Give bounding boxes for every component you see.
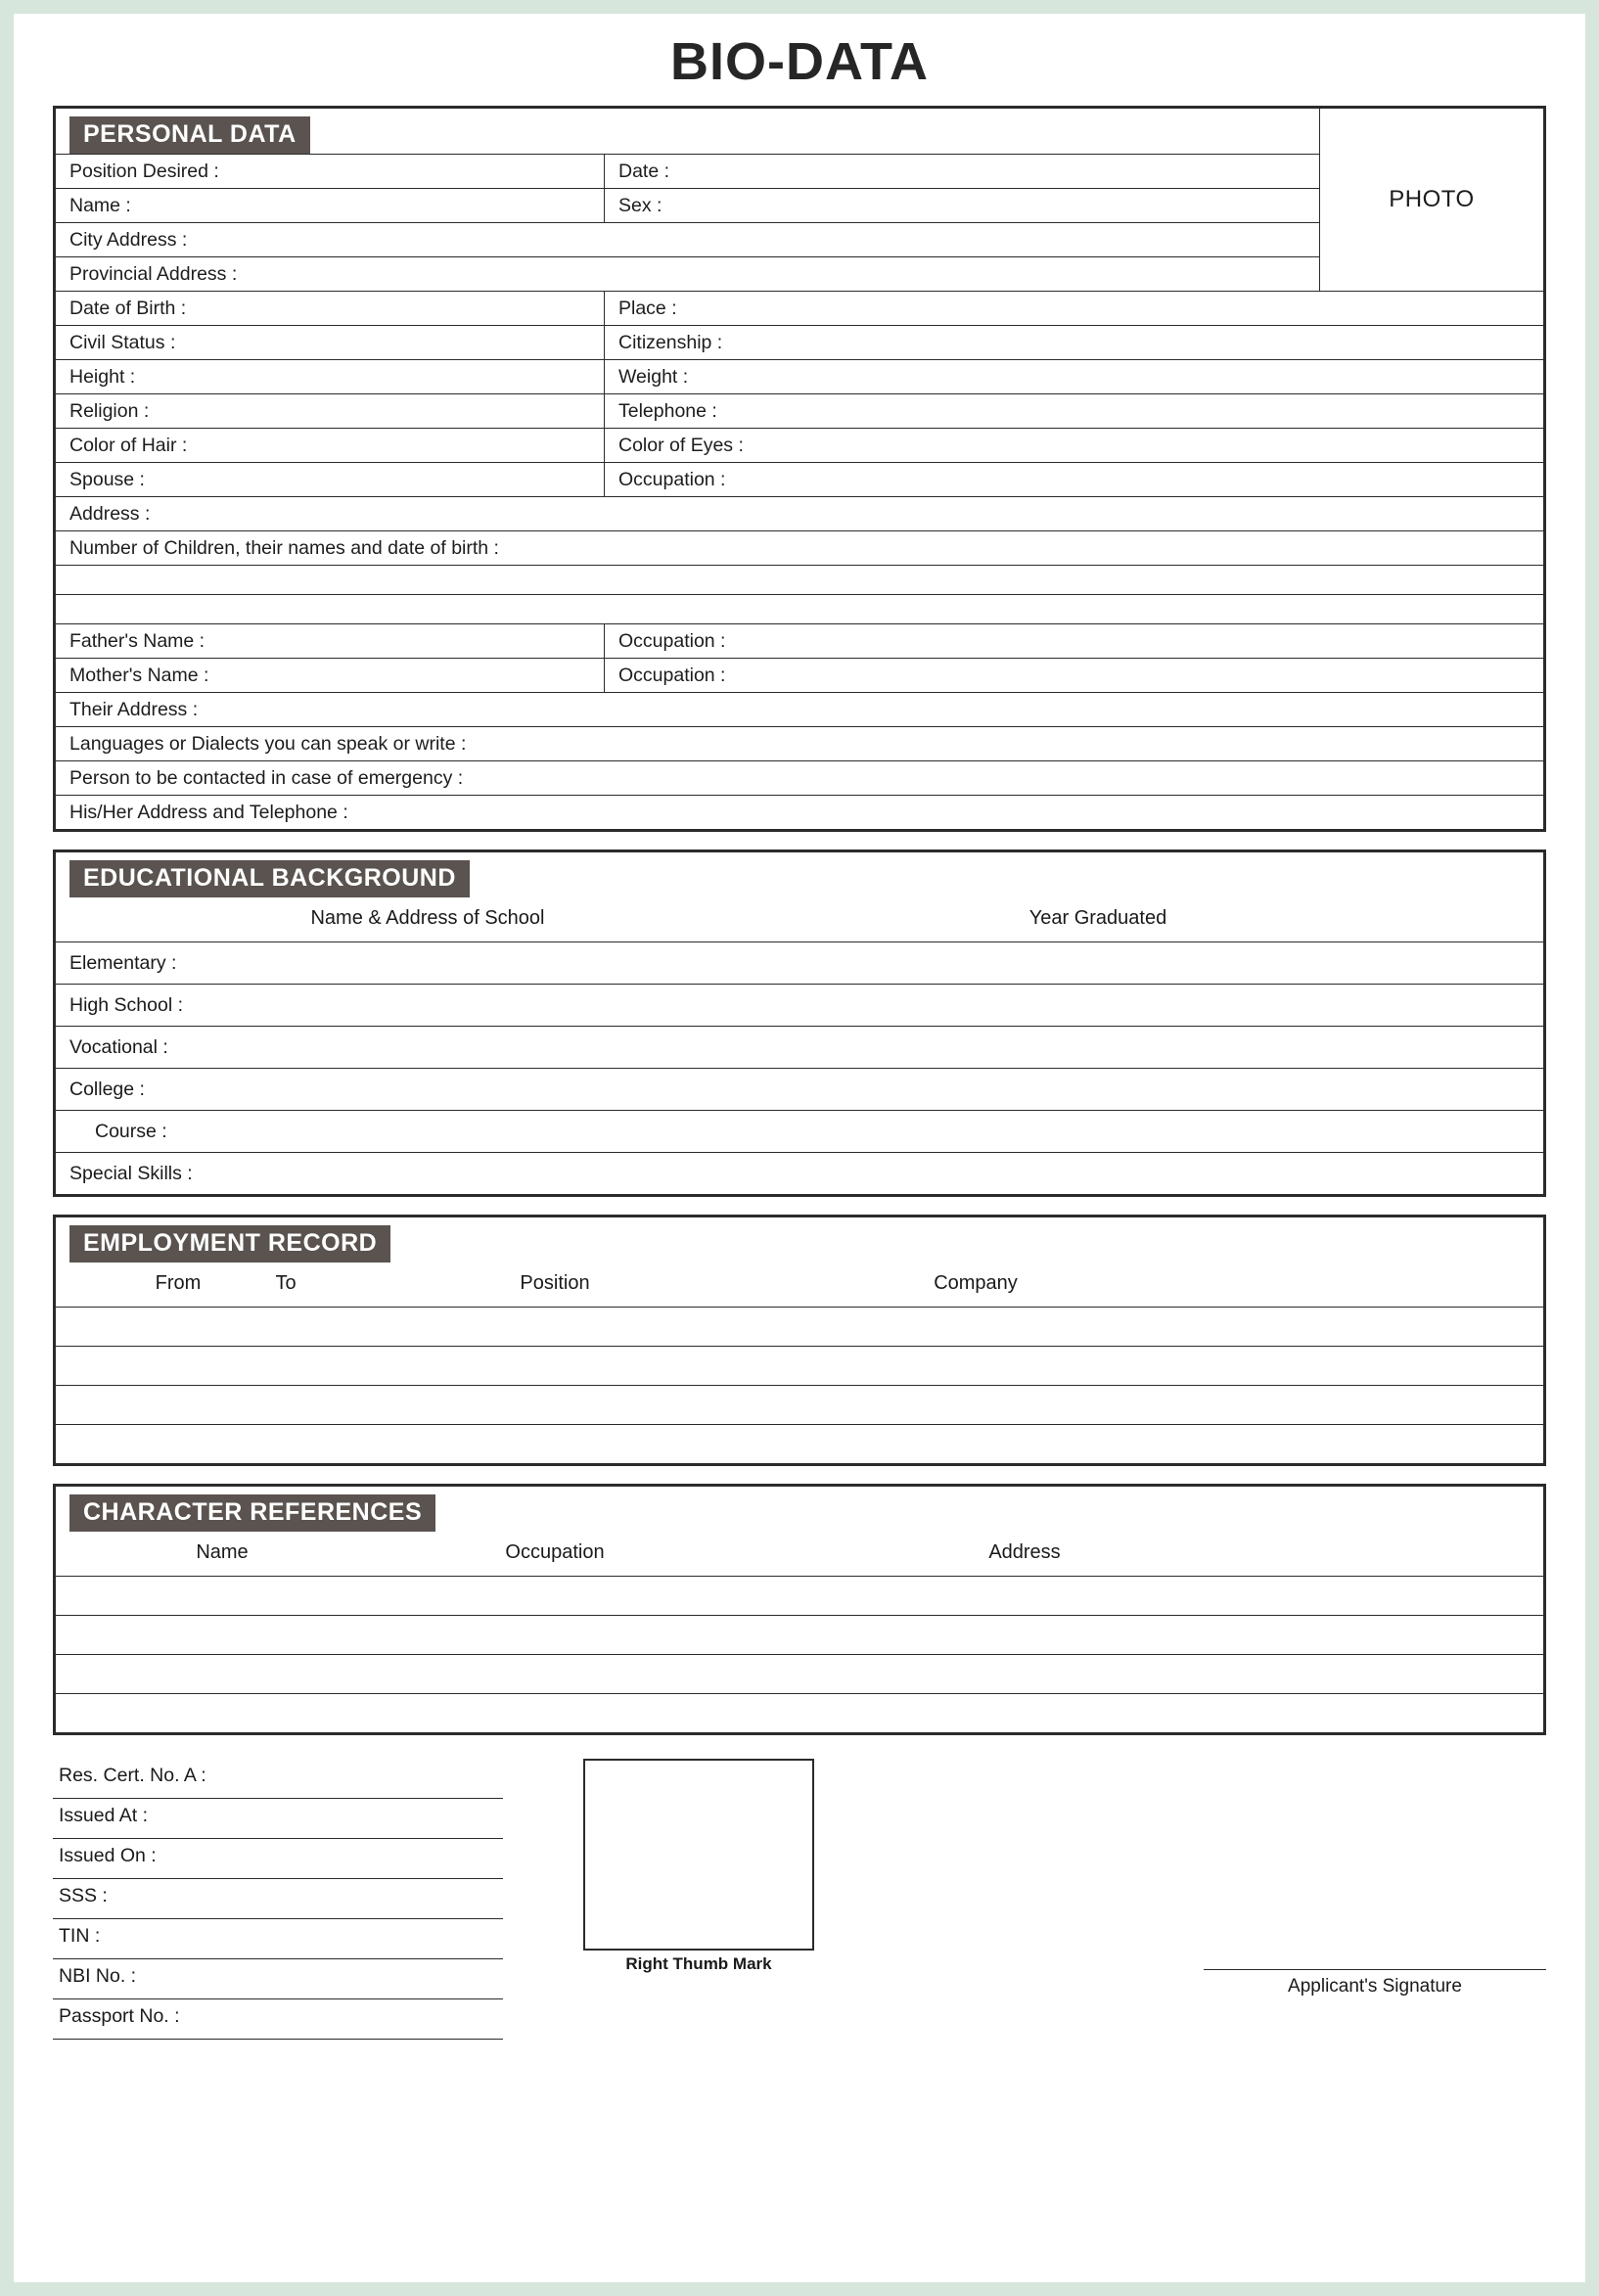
column-header-year-graduated: Year Graduated [1028, 907, 1167, 929]
label-high-school: High School : [69, 993, 183, 1016]
photo-placeholder: PHOTO [1389, 186, 1475, 212]
label-father-occupation: Occupation : [604, 624, 1543, 658]
education-row-high-school[interactable] [56, 984, 1543, 1026]
footer-id-fields [53, 1759, 503, 2027]
column-header-reference-occupation: Occupation [505, 1541, 605, 1563]
references-column-headers [56, 1532, 1543, 1576]
label-address: Address : [69, 503, 151, 525]
label-name: Name : [69, 195, 131, 216]
field-row-spouse-occupation[interactable] [56, 462, 1543, 496]
page-title: BIO-DATA [670, 32, 929, 91]
label-civil-status: Civil Status : [69, 332, 176, 353]
label-emergency-contact: Person to be contacted in case of emergency : [69, 767, 464, 789]
field-row-father[interactable] [56, 623, 1543, 658]
employment-blank-row[interactable] [56, 1307, 1543, 1346]
field-row-civil-citizenship[interactable] [56, 325, 1543, 359]
field-row-religion-telephone[interactable] [56, 393, 1543, 428]
reference-blank-row[interactable] [56, 1576, 1543, 1615]
children-blank-line-1 [56, 566, 1543, 594]
column-header-company: Company [934, 1272, 1018, 1294]
section-personal-data [53, 106, 1546, 832]
label-spouse-occupation: Occupation : [604, 463, 1543, 496]
label-mothers-name: Mother's Name : [69, 665, 209, 686]
field-row-hair-eyes[interactable] [56, 428, 1543, 462]
label-date-of-birth: Date of Birth : [69, 298, 187, 319]
field-row-languages[interactable] [56, 726, 1543, 760]
reference-blank-row[interactable] [56, 1615, 1543, 1654]
field-row-address[interactable] [56, 496, 1543, 530]
thumb-mark-label: Right Thumb Mark [625, 1954, 772, 1973]
education-row-vocational[interactable] [56, 1026, 1543, 1068]
education-column-headers [56, 897, 1543, 941]
personal-tag-row [56, 109, 1319, 154]
thumb-mark-area [581, 1759, 816, 2003]
label-religion: Religion : [69, 400, 150, 422]
signature-label: Applicant's Signature [1288, 1976, 1462, 1997]
label-emergency-address: His/Her Address and Telephone : [69, 802, 348, 823]
field-row-position-date[interactable] [56, 154, 1319, 188]
label-course: Course : [95, 1120, 167, 1142]
section-label-personal-data: PERSONAL DATA [69, 116, 310, 154]
label-height: Height : [69, 366, 136, 388]
field-row-emergency-contact[interactable] [56, 760, 1543, 795]
section-label-character-references: CHARACTER REFERENCES [69, 1494, 435, 1532]
reference-blank-row[interactable] [56, 1654, 1543, 1693]
label-date: Date : [604, 155, 1319, 188]
field-row-mother[interactable] [56, 658, 1543, 692]
field-row-city-address[interactable] [56, 222, 1319, 256]
signature-line[interactable] [1204, 1969, 1546, 1970]
section-employment-record [53, 1215, 1546, 1466]
reference-blank-row[interactable] [56, 1693, 1543, 1732]
label-position-desired: Position Desired : [69, 161, 219, 182]
field-row-name-sex[interactable] [56, 188, 1319, 222]
label-color-of-hair: Color of Hair : [69, 435, 188, 456]
label-their-address: Their Address : [69, 699, 199, 720]
label-children: Number of Children, their names and date of birth : [69, 537, 499, 559]
employment-column-headers [56, 1263, 1543, 1307]
field-res-cert-no[interactable]: Res. Cert. No. A : [53, 1759, 503, 1799]
field-row-height-weight[interactable] [56, 359, 1543, 393]
field-issued-at[interactable]: Issued At : [53, 1799, 503, 1839]
label-vocational: Vocational : [69, 1035, 168, 1058]
column-header-school: Name & Address of School [310, 907, 545, 929]
employment-blank-row[interactable] [56, 1385, 1543, 1424]
education-row-course[interactable] [56, 1110, 1543, 1152]
field-row-emergency-address[interactable] [56, 795, 1543, 829]
label-provincial-address: Provincial Address : [69, 263, 238, 285]
label-color-of-eyes: Color of Eyes : [604, 429, 1543, 462]
form-sheet [14, 14, 1585, 2282]
field-issued-on[interactable]: Issued On : [53, 1839, 503, 1879]
field-sss[interactable]: SSS : [53, 1879, 503, 1919]
education-row-elementary[interactable] [56, 941, 1543, 984]
label-place: Place : [604, 292, 1543, 325]
field-tin[interactable]: TIN : [53, 1919, 503, 1959]
personal-top-left [56, 109, 1320, 291]
label-spouse: Spouse : [69, 469, 145, 490]
label-special-skills: Special Skills : [69, 1162, 193, 1184]
thumb-mark-box[interactable] [583, 1759, 814, 1951]
field-row-children[interactable] [56, 530, 1543, 565]
label-languages: Languages or Dialects you can speak or write : [69, 733, 467, 755]
section-label-educational-background: EDUCATIONAL BACKGROUND [69, 860, 470, 897]
column-header-reference-address: Address [988, 1541, 1061, 1563]
label-elementary: Elementary : [69, 951, 177, 974]
field-passport-no[interactable]: Passport No. : [53, 1999, 503, 2040]
field-row-provincial-address[interactable] [56, 256, 1319, 291]
column-header-to: To [275, 1272, 297, 1294]
label-citizenship: Citizenship : [604, 326, 1543, 359]
label-city-address: City Address : [69, 229, 188, 251]
employment-blank-row[interactable] [56, 1346, 1543, 1385]
education-row-special-skills[interactable] [56, 1152, 1543, 1194]
label-mother-occupation: Occupation : [604, 659, 1543, 692]
label-telephone: Telephone : [604, 394, 1543, 428]
footer-block [53, 1759, 1546, 2027]
column-header-reference-name: Name [196, 1541, 249, 1563]
label-sex: Sex : [604, 189, 1319, 222]
section-character-references [53, 1484, 1546, 1735]
field-row-children-blank-2[interactable] [56, 594, 1543, 623]
label-fathers-name: Father's Name : [69, 630, 206, 652]
field-row-their-address[interactable] [56, 692, 1543, 726]
column-header-position: Position [520, 1272, 590, 1294]
section-label-employment-record: EMPLOYMENT RECORD [69, 1225, 390, 1263]
label-weight: Weight : [604, 360, 1543, 393]
employment-blank-row[interactable] [56, 1424, 1543, 1463]
education-row-college[interactable] [56, 1068, 1543, 1110]
personal-top-block [56, 109, 1543, 291]
column-header-from: From [155, 1272, 202, 1294]
signature-area [816, 1759, 1546, 2003]
section-educational-background [53, 850, 1546, 1197]
field-nbi-no[interactable]: NBI No. : [53, 1959, 503, 1999]
children-blank-line-2 [56, 595, 1543, 623]
label-college: College : [69, 1078, 145, 1100]
field-row-dob-place[interactable] [56, 291, 1543, 325]
field-row-children-blank-1[interactable] [56, 565, 1543, 594]
